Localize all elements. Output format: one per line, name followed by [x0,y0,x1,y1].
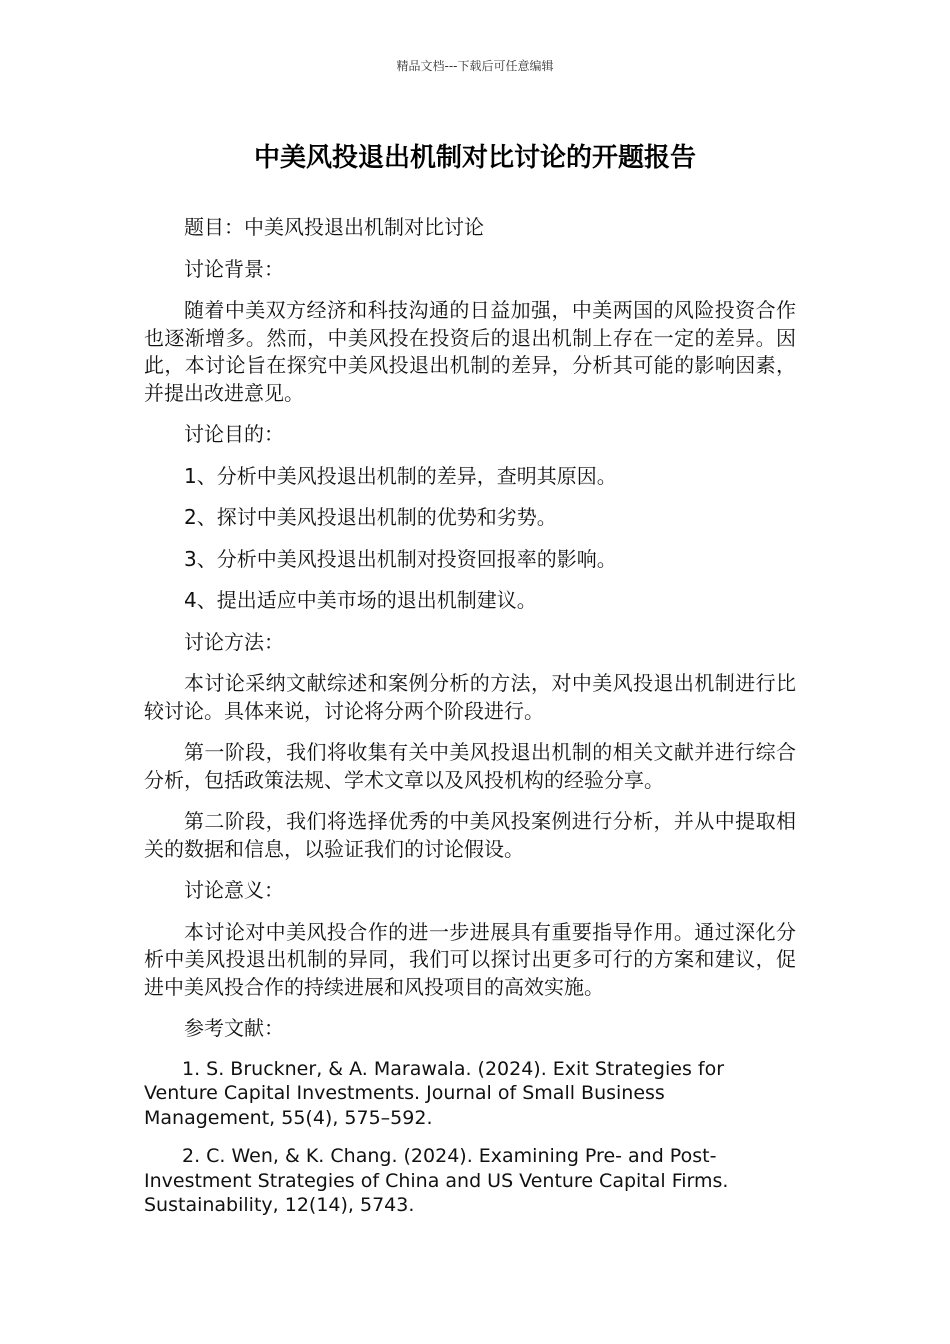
purpose-item-1: 1、分析中美风投退出机制的差异，查明其原因。 [184,463,617,488]
document-body [144,214,796,1232]
reference-item-2: 2. C. Wen, & K. Chang. (2024). Examining Pre- and Post-Investment Strategies of China and US Venture Capital Firms. Sustainability, 12(14), 5743. [144,1145,729,1216]
section-heading-background: 讨论背景： [184,256,284,281]
purpose-item-4: 4、提出适应中美市场的退出机制建议。 [184,588,537,612]
method-stage-1: 第一阶段，我们将收集有关中美风投退出机制的相关文献并进行综合分析，包括政策法规、学术文章以及风投机构的经验分享。 [144,740,796,792]
topic-line: 题目：中美风投退出机制对比讨论 [184,215,484,239]
method-paragraph: 本讨论采纳文献综述和案例分析的方法，对中美风投退出机制进行比较讨论。具体来说，讨论将分两个阶段进行。 [144,671,796,723]
section-heading-references: 参考文献： [184,1016,284,1040]
section-heading-purpose: 讨论目的： [184,422,284,446]
purpose-item-2: 2、探讨中美风投退出机制的优势和劣势。 [184,505,557,529]
section-heading-significance: 讨论意义： [184,878,284,902]
header-note: 精品文档---下载后可任意编辑 [396,59,554,73]
background-paragraph: 随着中美双方经济和科技沟通的日益加强，中美两国的风险投资合作也逐渐增多。然而，中美风投在投资后的退出机制上存在一定的差异。因此，本讨论旨在探究中美风投退出机制的差异，分析其可能的影响因素，并提出改进意见。 [144,298,796,405]
section-heading-method: 讨论方法： [184,629,284,654]
reference-item-1: 1. S. Bruckner, & A. Marawala. (2024). Exit Strategies for Venture Capital Investments. Journal of Small Business Management, 55(4), 575–592. [144,1057,725,1129]
document-title: 中美风投退出机制对比讨论的开题报告 [253,143,696,173]
purpose-item-3: 3、分析中美风投退出机制对投资回报率的影响。 [184,546,617,571]
significance-paragraph: 本讨论对中美风投合作的进一步进展具有重要指导作用。通过深化分析中美风投退出机制的异同，我们可以探讨出更多可行的方案和建议，促进中美风投合作的持续进展和风投项目的高效实施。 [144,919,796,999]
method-stage-2: 第二阶段，我们将选择优秀的中美风投案例进行分析，并从中提取相关的数据和信息，以验证我们的讨论假设。 [144,809,796,861]
